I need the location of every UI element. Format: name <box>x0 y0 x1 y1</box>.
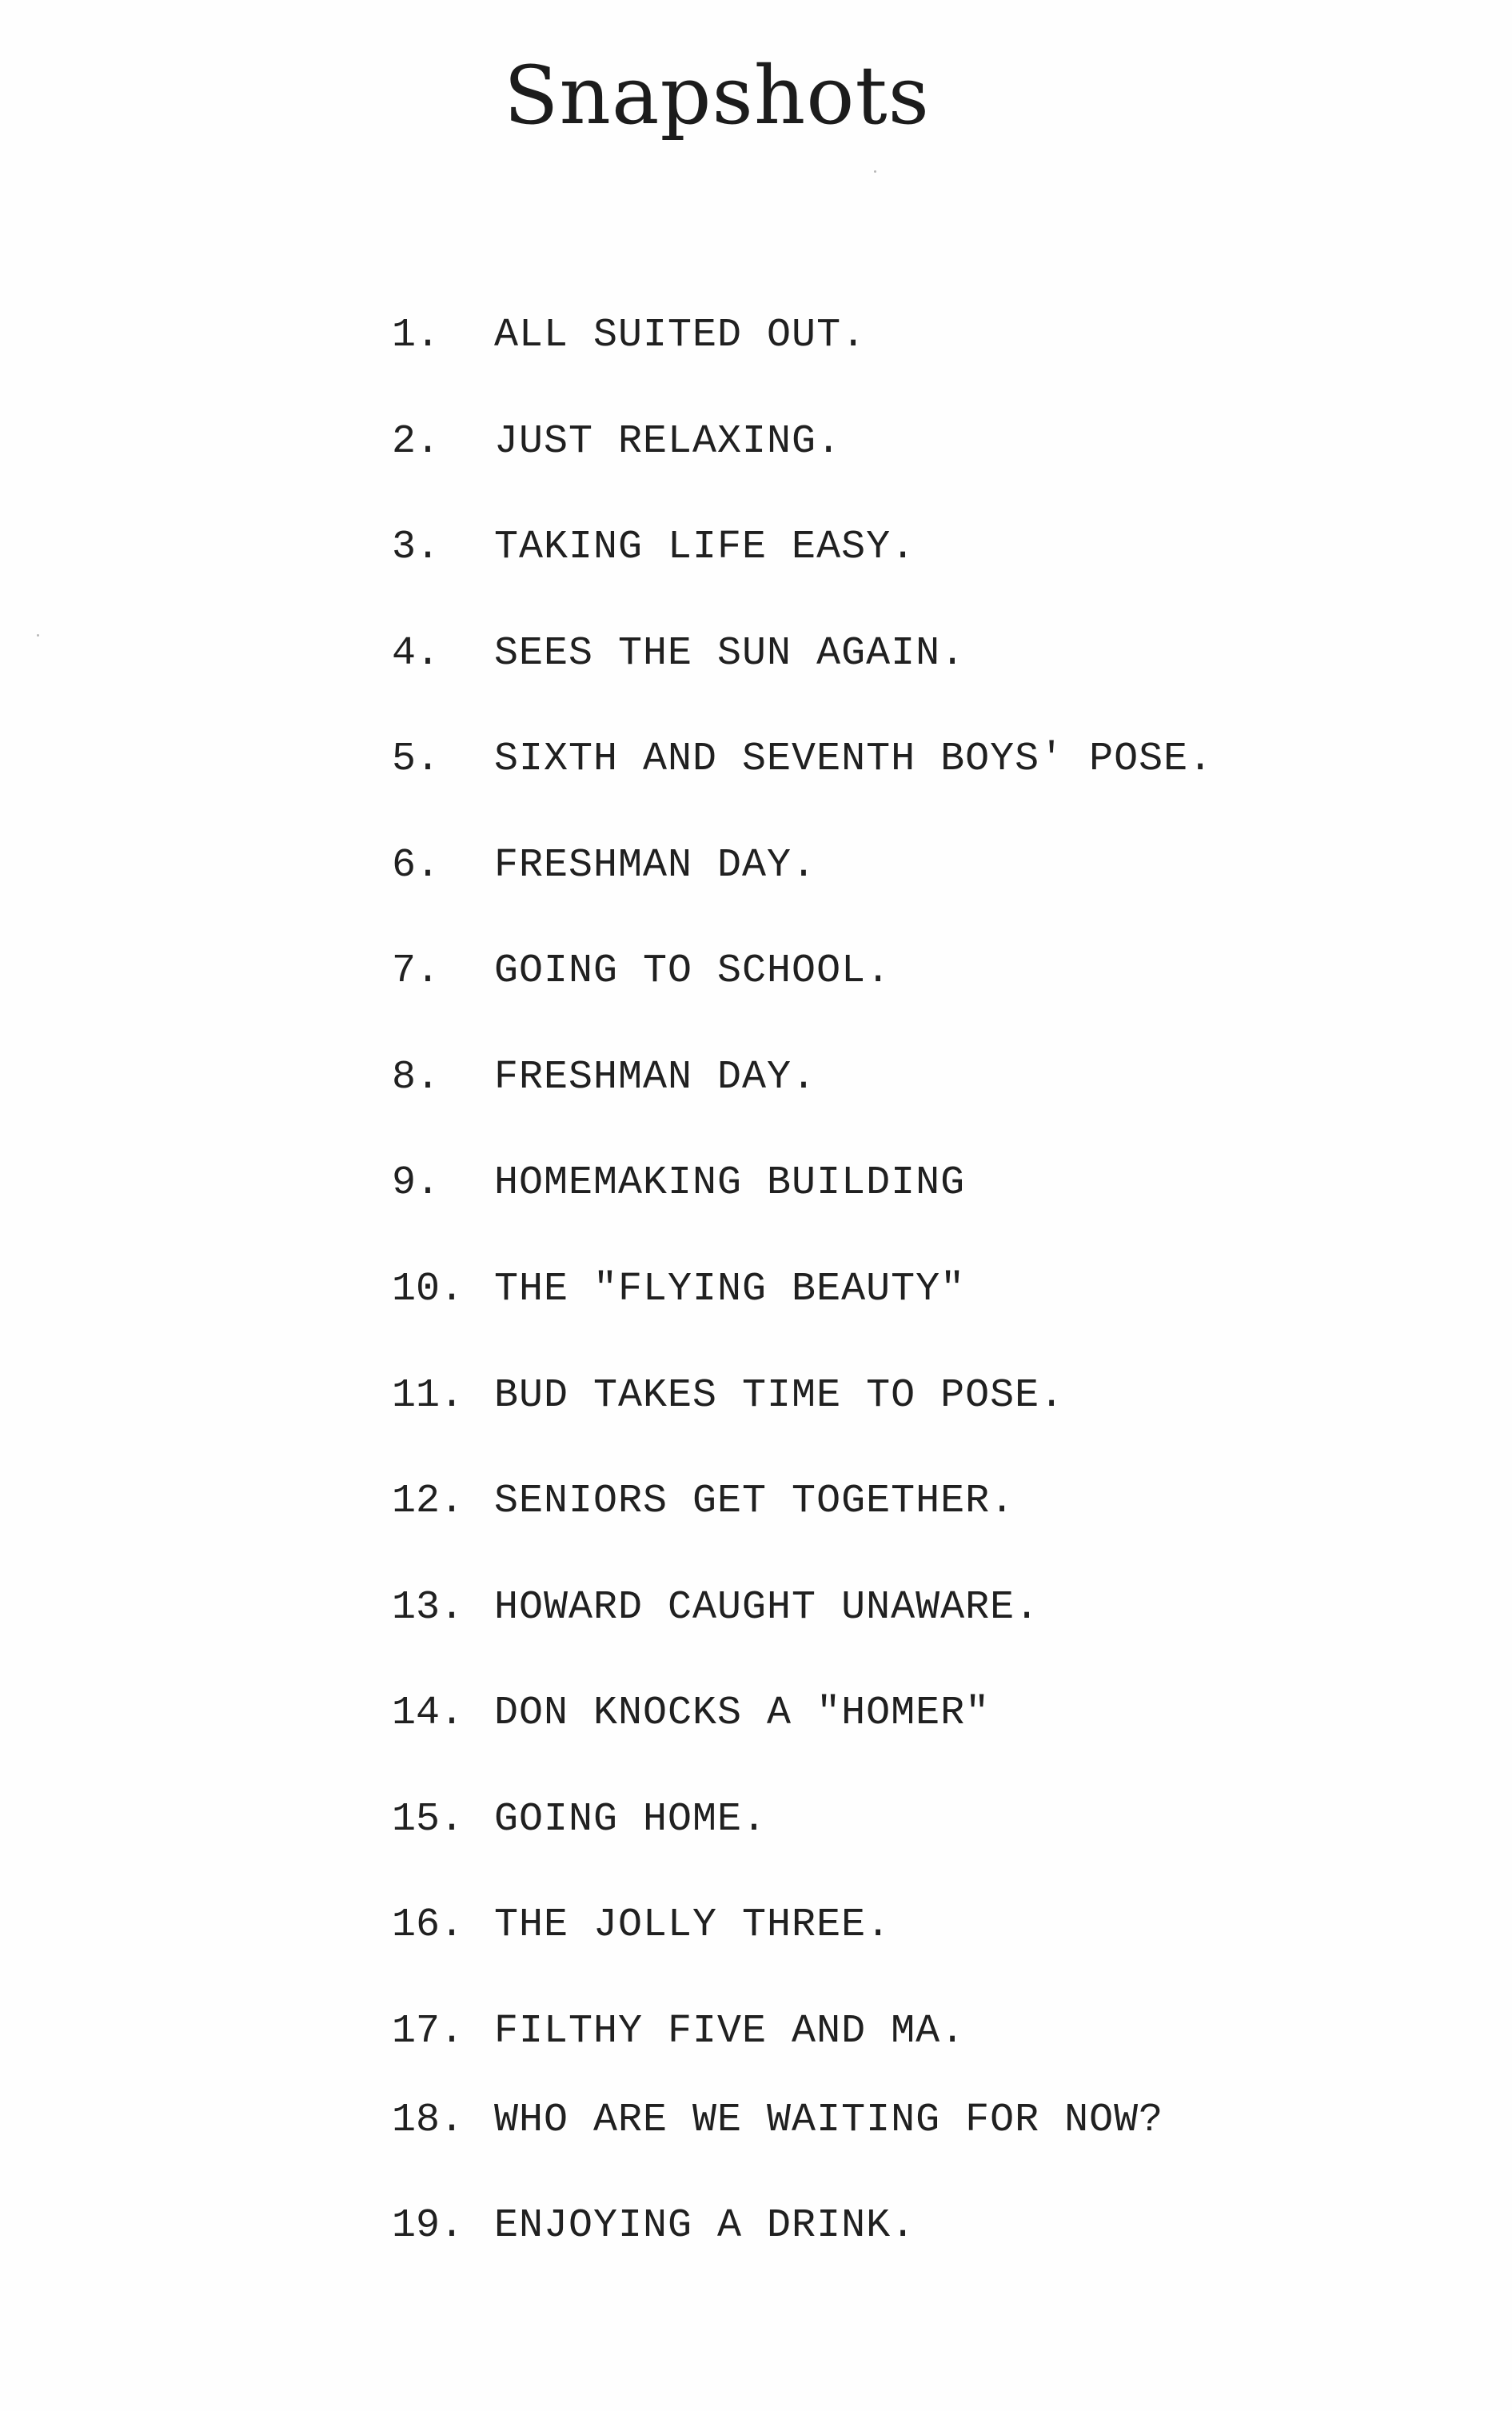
item-caption: BUD TAKES TIME TO POSE. <box>494 1373 1065 1419</box>
item-caption: HOWARD CAUGHT UNAWARE. <box>494 1585 1040 1631</box>
item-caption: SENIORS GET TOGETHER. <box>494 1479 1015 1524</box>
item-number: 19. <box>392 2203 465 2249</box>
item-caption: WHO ARE WE WAITING FOR NOW? <box>494 2098 1164 2143</box>
item-caption: ENJOYING A DRINK. <box>494 2203 916 2249</box>
item-number: 17. <box>392 2009 465 2054</box>
item-caption: GOING HOME. <box>494 1797 768 1842</box>
item-number: 11. <box>392 1373 465 1419</box>
item-number: 16. <box>392 1902 465 1948</box>
item-number: 7. <box>392 948 441 994</box>
item-number: 12. <box>392 1479 465 1524</box>
item-number: 15. <box>392 1797 465 1842</box>
item-caption: JUST RELAXING. <box>494 419 842 465</box>
item-number: 13. <box>392 1585 465 1631</box>
item-number: 3. <box>392 525 441 570</box>
item-number: 6. <box>392 843 441 888</box>
paper-speck <box>37 634 39 637</box>
item-caption: GOING TO SCHOOL. <box>494 948 892 994</box>
item-caption: THE JOLLY THREE. <box>494 1902 892 1948</box>
item-caption: SIXTH AND SEVENTH BOYS' POSE. <box>494 736 1214 782</box>
item-caption: SEES THE SUN AGAIN. <box>494 631 966 677</box>
paper-speck <box>874 170 876 173</box>
item-number: 8. <box>392 1055 441 1100</box>
item-number: 14. <box>392 1690 465 1736</box>
item-caption: THE "FLYING BEAUTY" <box>494 1267 966 1312</box>
item-caption: FILTHY FIVE AND MA. <box>494 2009 966 2054</box>
item-number: 5. <box>392 736 441 782</box>
item-caption: DON KNOCKS A "HOMER" <box>494 1690 991 1736</box>
item-number: 4. <box>392 631 441 677</box>
item-number: 1. <box>392 313 441 358</box>
item-caption: FRESHMAN DAY. <box>494 1055 817 1100</box>
item-number: 18. <box>392 2098 465 2143</box>
item-caption: ALL SUITED OUT. <box>494 313 867 358</box>
item-number: 10. <box>392 1267 465 1312</box>
item-caption: TAKING LIFE EASY. <box>494 525 916 570</box>
item-number: 2. <box>392 419 441 465</box>
item-caption: HOMEMAKING BUILDING <box>494 1160 966 1206</box>
item-number: 9. <box>392 1160 441 1206</box>
page-title: Snapshots <box>504 49 930 142</box>
item-caption: FRESHMAN DAY. <box>494 843 817 888</box>
